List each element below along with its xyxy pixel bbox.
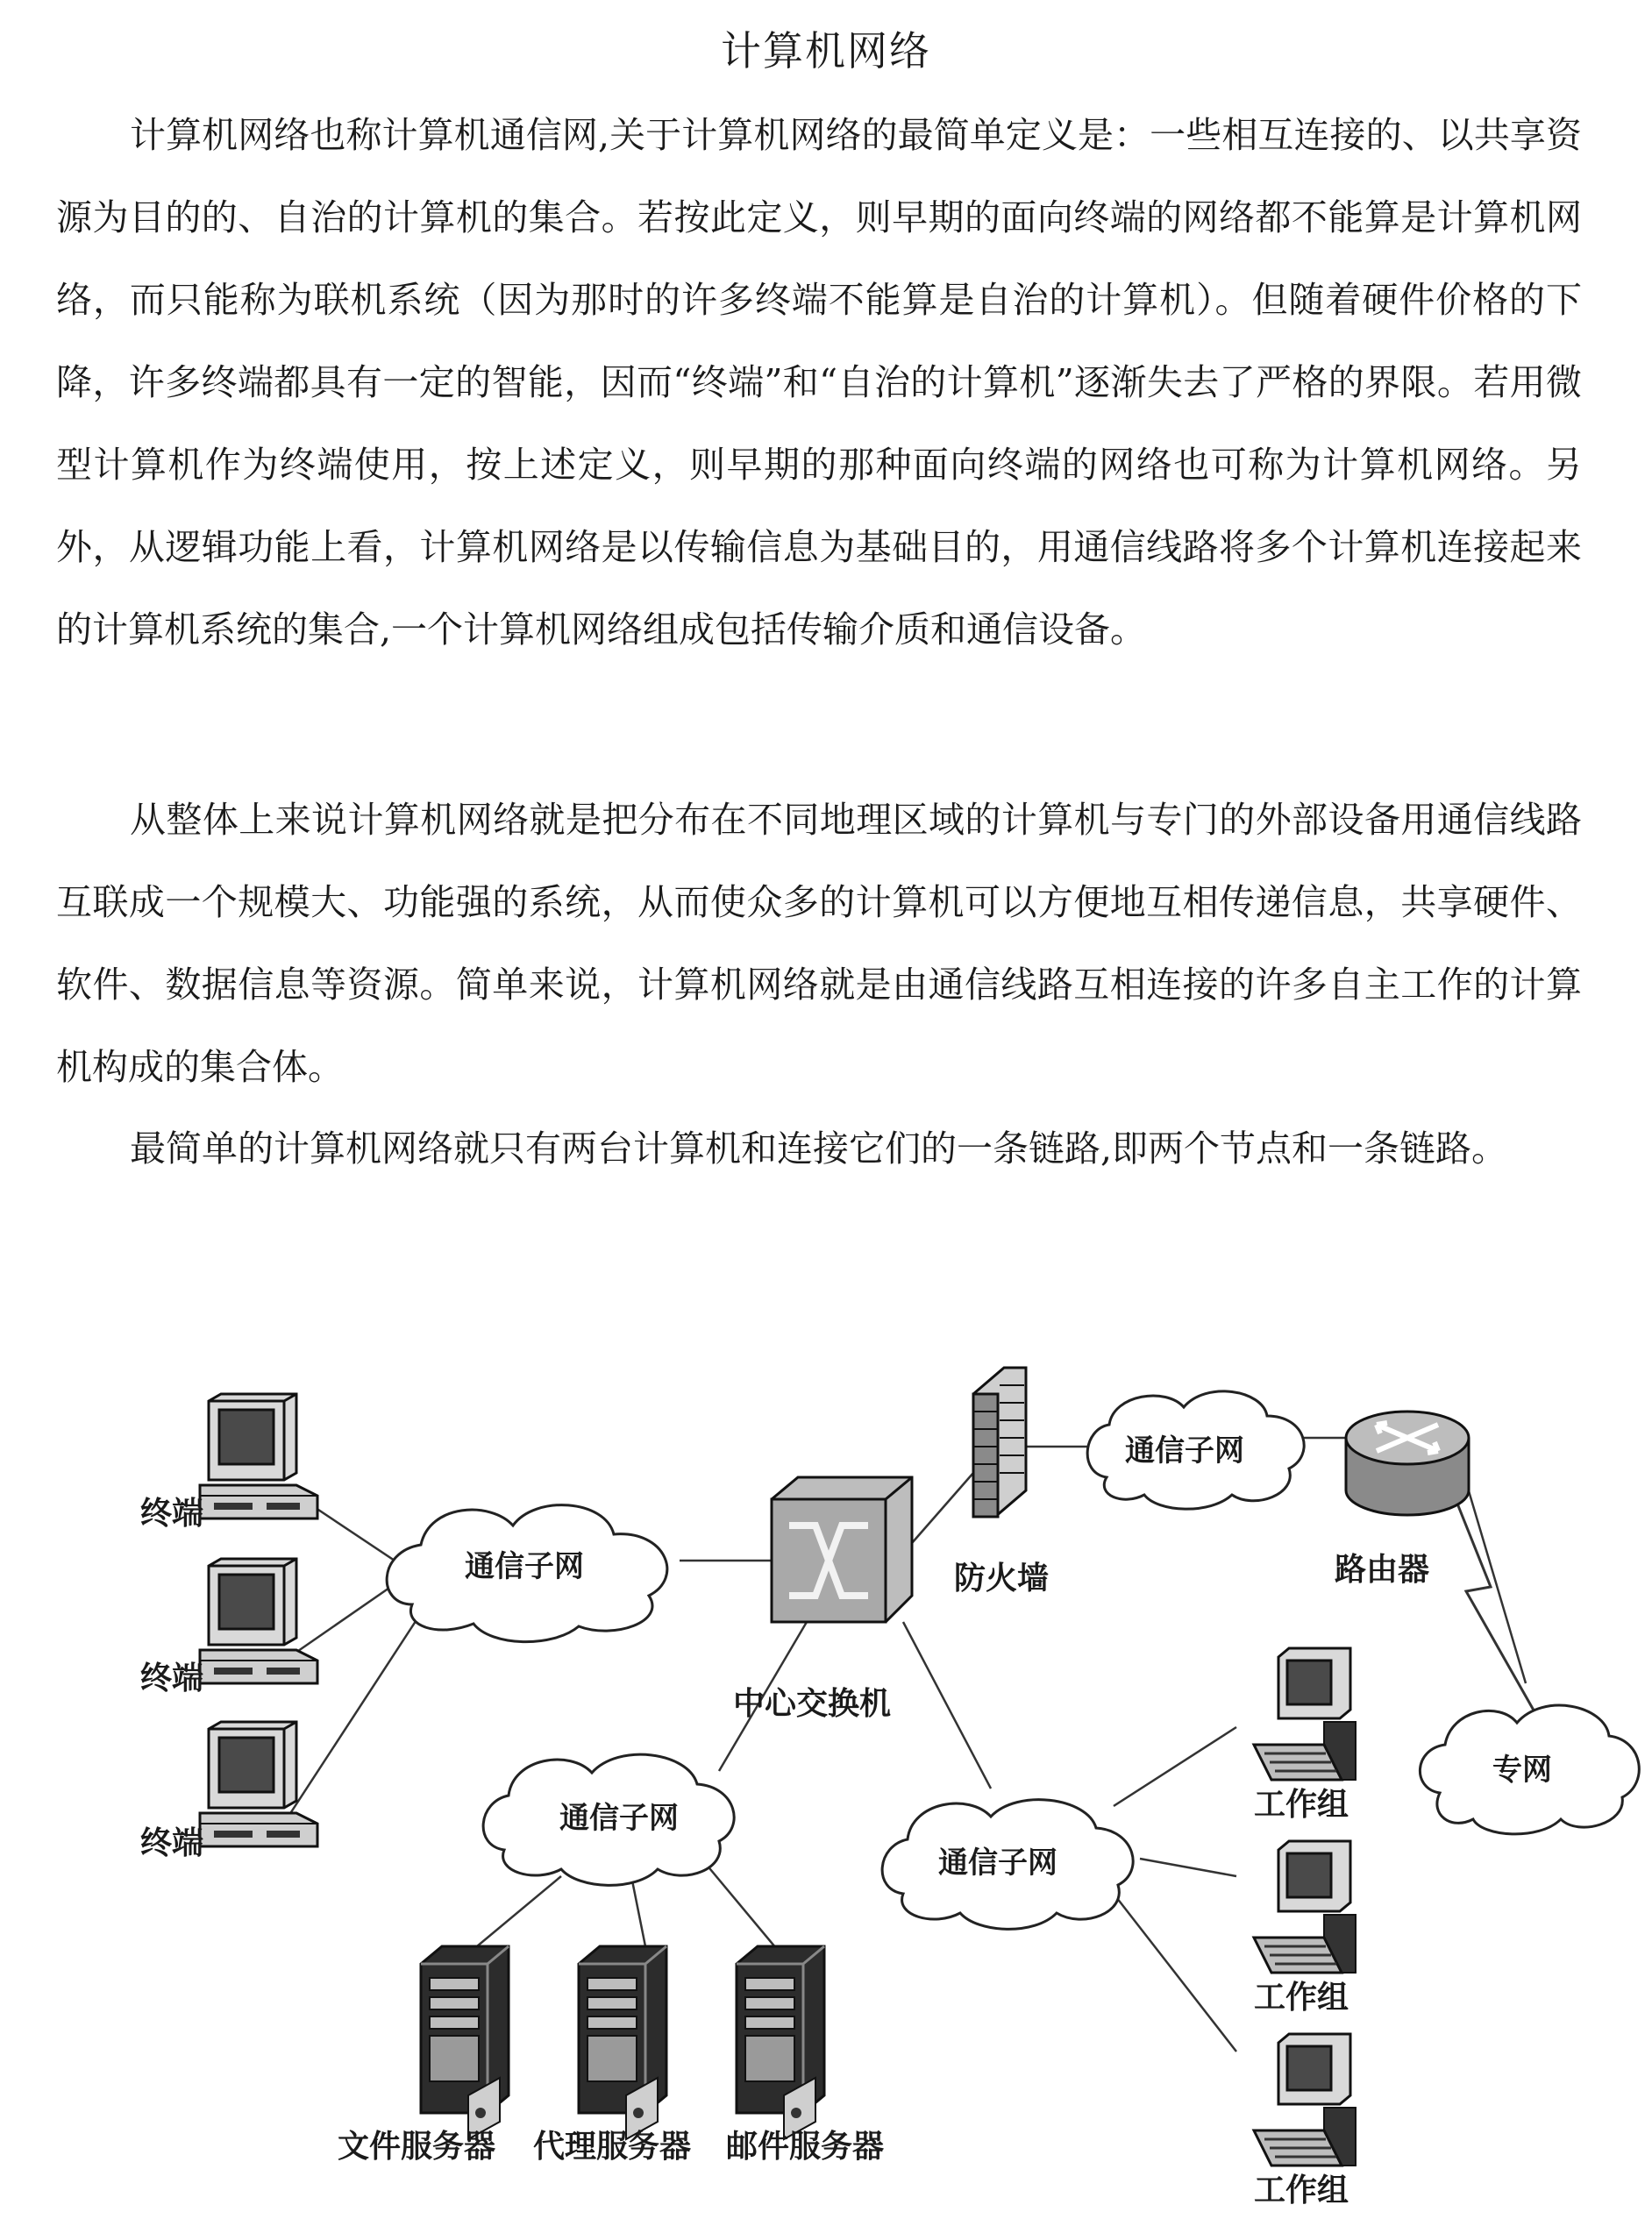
terminal-label: 终端 (140, 1825, 204, 1861)
workgroup-1 (1254, 1648, 1356, 1823)
router (1335, 1412, 1469, 1588)
workgroup-2 (1254, 1841, 1356, 2016)
subnet-label: 通信子网 (938, 1846, 1057, 1881)
terminal-label: 终端 (140, 1661, 204, 1696)
paragraph-2: 从整体上来说计算机网络就是把分布在不同地理区域的计算机与专门的外部设备用通信线路互联成一个规模大、功能强的系统，从而使众多的计算机可以方便地互相传递信息，共享硬件、软件、数据信息等资源。简单来说，计算机网络就是由通信线路互相连接的许多自主工作的计算机构成的集合体。 (56, 799, 1582, 1088)
switch-label: 中心交换机 (733, 1686, 892, 1722)
proxy-server-label: 代理服务器 (533, 2129, 692, 2165)
subnet-label: 通信子网 (559, 1801, 679, 1836)
proxy-server (579, 1946, 666, 2139)
private-net-label: 专网 (1492, 1753, 1552, 1788)
mail-server (737, 1946, 824, 2139)
paragraph-1: 计算机网络也称计算机通信网,关于计算机网络的最简单定义是：一些相互连接的、以共享资源为目的的、自治的计算机的集合。若按此定义，则早期的面向终端的网络都不能算是计算机网络，而只能称为联机系统（因为那时的许多终端不能算是自治的计算机）。但随着硬件价格的下降，许多终端都具有一定的智能，因而“终端”和“自治的计算机”逐渐失去了严格的界限。若用微型计算机作为终端使用，按上述定义，则早期的那种面向终端的网络也可称为计算机网络。另外，从逻辑功能上看，计算机网络是以传输信息为基础目的，用通信线路将多个计算机连接起来的计算机系统的集合,一个计算机网络组成包括传输介质和通信设备。 (56, 114, 1582, 651)
comm-subnet-cloud-3 (483, 1754, 734, 1885)
central-switch (733, 1477, 912, 1722)
mail-server-label: 邮件服务器 (726, 2129, 885, 2165)
workgroup-label: 工作组 (1254, 1980, 1349, 2016)
comm-subnet-cloud-4 (882, 1800, 1133, 1930)
terminal-1 (140, 1394, 317, 1532)
firewall (954, 1368, 1049, 1597)
terminal-3 (140, 1722, 317, 1861)
terminal-2 (140, 1559, 317, 1696)
network-diagram (0, 1315, 1652, 2219)
workgroup-label: 工作组 (1254, 2173, 1349, 2208)
file-server (421, 1946, 509, 2139)
firewall-label: 防火墙 (954, 1561, 1050, 1597)
page-title: 计算机网络 (721, 27, 931, 75)
file-server-label: 文件服务器 (338, 2129, 496, 2165)
comm-subnet-cloud-1 (387, 1505, 667, 1642)
paragraph-3: 最简单的计算机网络就只有两台计算机和连接它们的一条链路,即两个节点和一条链路。 (130, 1127, 1508, 1170)
private-net-cloud (1420, 1705, 1639, 1834)
comm-subnet-cloud-2 (1087, 1391, 1304, 1509)
terminal-label: 终端 (140, 1496, 204, 1532)
subnet-label: 通信子网 (465, 1549, 584, 1584)
workgroup-3 (1254, 2034, 1356, 2208)
router-label: 路由器 (1335, 1552, 1430, 1588)
workgroup-label: 工作组 (1254, 1787, 1349, 1823)
subnet-label: 通信子网 (1125, 1433, 1244, 1469)
